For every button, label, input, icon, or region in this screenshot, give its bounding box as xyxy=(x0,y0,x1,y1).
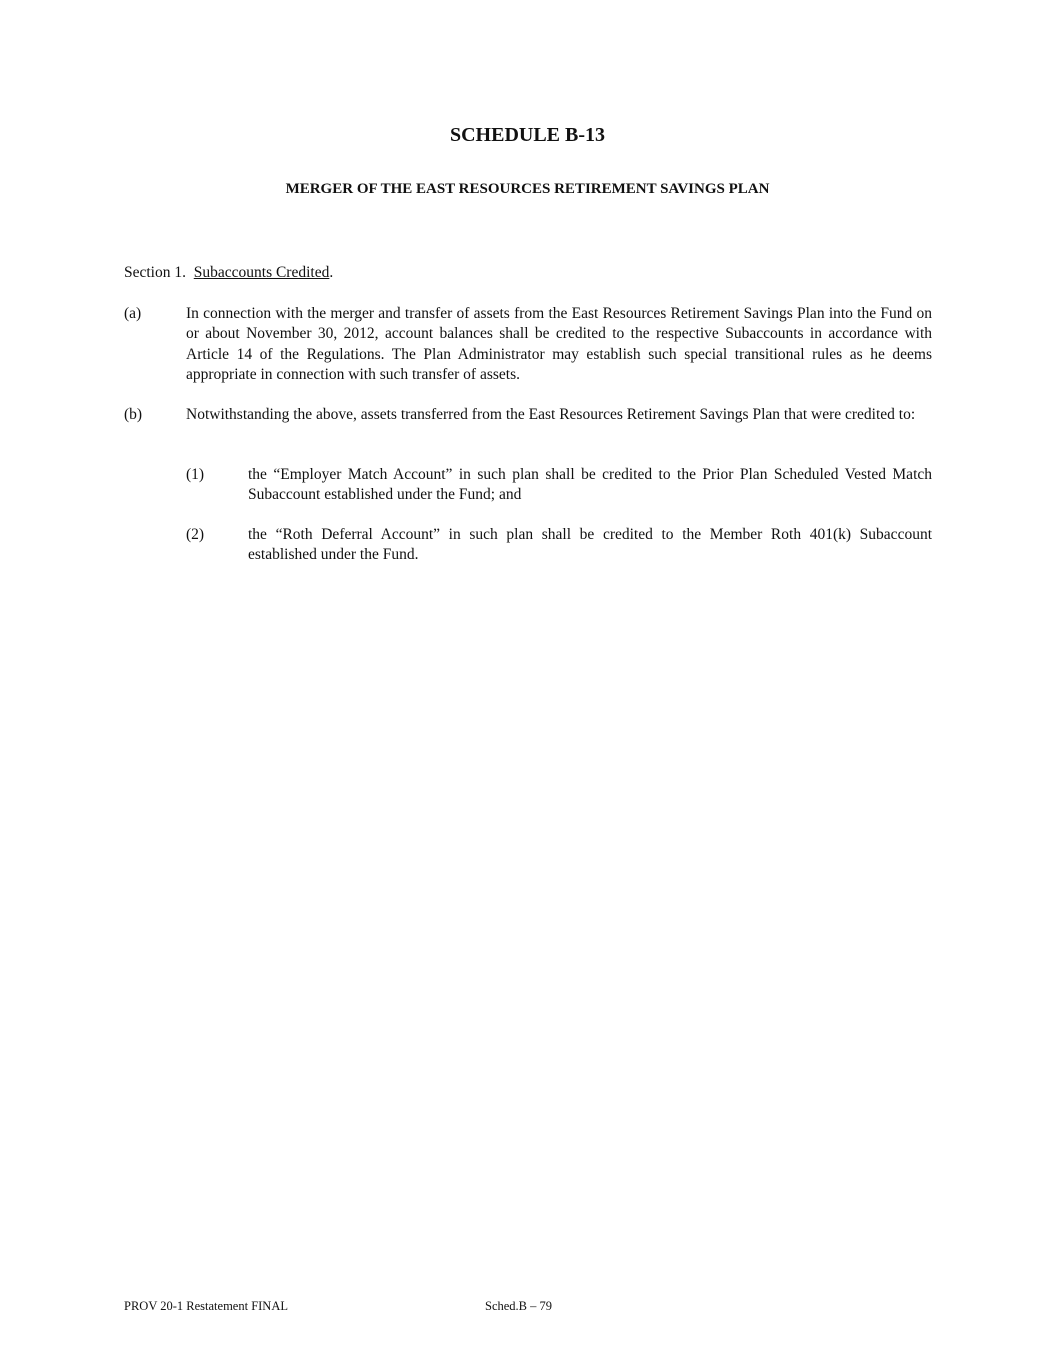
subparagraph-1 xyxy=(186,465,932,507)
paragraph-b-label: (b) xyxy=(124,406,143,423)
footer-page-number: Sched.B – 79 xyxy=(485,1299,553,1313)
paragraph-b xyxy=(124,405,932,447)
subparagraph-2 xyxy=(186,525,932,567)
subparagraph-2-text: the “Roth Deferral Account” in such plan shall be credited to the Member Roth 401(k) Subaccount established under the Fund. xyxy=(248,526,932,564)
paragraph-b-text: Notwithstanding the above, assets transferred from the East Resources Retirement Savings Plan that were credited to: xyxy=(186,406,916,423)
section-heading xyxy=(124,264,333,282)
paragraph-a-text: In connection with the merger and transfer of assets from the East Resources Retirement Savings Plan into the Fund on or about November 30, 2012, account balances shall be credited to the respective Subaccounts in accordance with Article 14 of the Regulations. The Plan Administrator may establish such special transitional rules as he deems appropriate in connection with such transfer of assets. xyxy=(186,305,932,383)
footer-left: PROV 20-1 Restatement FINAL xyxy=(124,1299,288,1313)
page-subtitle: MERGER OF THE EAST RESOURCES RETIREMENT SAVINGS PLAN xyxy=(285,181,770,197)
section-prefix: Section 1. xyxy=(124,264,186,281)
paragraph-a xyxy=(124,304,932,386)
page-title: SCHEDULE B-13 xyxy=(449,124,606,146)
section-suffix: . xyxy=(329,264,334,281)
paragraph-a-label: (a) xyxy=(124,305,142,322)
subparagraph-1-text: the “Employer Match Account” in such plan shall be credited to the Prior Plan Scheduled Vested Match Subaccount established under the Fund; and xyxy=(248,466,932,504)
section-title: Subaccounts Credited xyxy=(193,264,330,281)
subparagraph-2-label: (2) xyxy=(186,526,205,543)
subparagraph-1-label: (1) xyxy=(186,466,205,483)
